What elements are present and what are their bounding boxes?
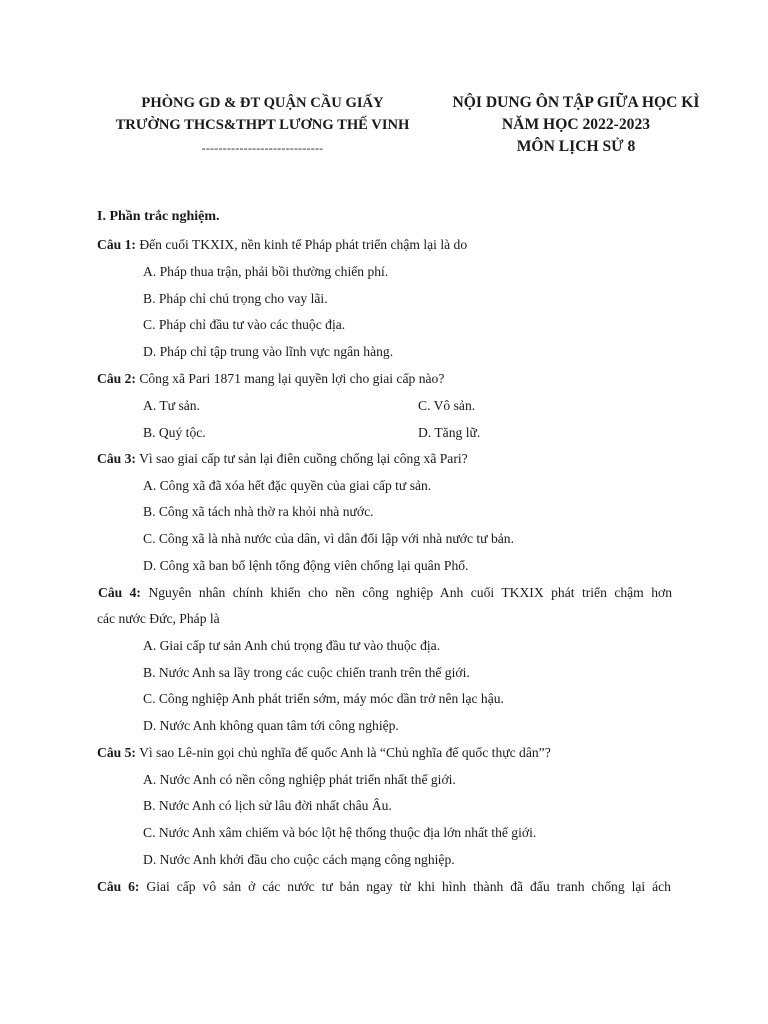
document-title-block: [440, 92, 712, 158]
question-4: [98, 585, 672, 601]
question-2: [97, 371, 444, 387]
school-year: NĂM HỌC 2022-2023: [501, 116, 651, 133]
question-text: Nguyên nhân chính khiến cho nền công nghiệp Anh cuối TKXIX phát triển chậm hơn: [148, 585, 672, 600]
question-text-continued: các nước Đức, Pháp là: [97, 611, 220, 626]
answer-option: C. Vô sản.: [418, 398, 476, 413]
answer-option: B. Nước Anh sa lầy trong các cuộc chiến tranh trên thế giới.: [143, 665, 470, 680]
question-text: Công xã Pari 1871 mang lại quyền lợi cho giai cấp nào?: [139, 371, 445, 386]
question-label: Câu 4:: [98, 585, 141, 600]
question-label: Câu 2:: [97, 371, 136, 386]
answer-option: C. Công nghiệp Anh phát triển sớm, máy móc dần trở nên lạc hậu.: [143, 691, 504, 706]
question-text: Vì sao Lê-nin gọi chủ nghĩa đế quốc Anh là “Chủ nghĩa đế quốc thực dân”?: [139, 745, 551, 760]
question-text: Giai cấp vô sản ở các nước tư bản ngay từ khi hình thành đã đấu tranh chống lại ách: [146, 879, 671, 894]
question-6: [97, 879, 671, 895]
answer-option: D. Công xã ban bố lệnh tổng động viên chống lại quân Phổ.: [143, 558, 469, 573]
answer-option: D. Pháp chỉ tập trung vào lĩnh vực ngân hàng.: [143, 344, 394, 359]
department-name: PHÒNG GD & ĐT QUẬN CẦU GIẤY: [141, 95, 384, 111]
answer-option: D. Nước Anh khởi đầu cho cuộc cách mạng công nghiệp.: [143, 852, 455, 867]
subject-name: MÔN LỊCH SỬ 8: [516, 138, 636, 155]
question-5: [97, 745, 551, 761]
question-1: [97, 237, 467, 253]
answer-option: C. Nước Anh xâm chiếm và bóc lột hệ thống thuộc địa lớn nhất thế giới.: [143, 825, 537, 840]
school-header: [90, 92, 435, 160]
question-label: Câu 5:: [97, 745, 136, 760]
answer-option: A. Công xã đã xóa hết đặc quyền của giai cấp tư sản.: [143, 478, 432, 493]
answer-option: D. Tăng lữ.: [418, 425, 481, 440]
answer-option: B. Công xã tách nhà thờ ra khỏi nhà nước.: [143, 504, 374, 519]
question-label: Câu 6:: [97, 879, 140, 894]
question-text: Đến cuối TKXIX, nền kinh tế Pháp phát triển chậm lại là do: [139, 237, 468, 252]
answer-option: A. Nước Anh có nền công nghiệp phát triển nhất thế giới.: [143, 772, 456, 787]
question-text: Vì sao giai cấp tư sản lại điên cuồng chống lại công xã Pari?: [139, 451, 468, 466]
answer-option: A. Pháp thua trận, phải bồi thường chiến phí.: [143, 264, 389, 279]
section-title: I. Phần trắc nghiệm.: [97, 209, 220, 224]
question-label: Câu 1:: [97, 237, 136, 252]
answer-option: C. Pháp chỉ đầu tư vào các thuộc địa.: [143, 317, 346, 332]
answer-option: A. Tư sản.: [143, 398, 200, 413]
answer-option: B. Nước Anh có lịch sử lâu đời nhất châu Âu.: [143, 798, 392, 813]
question-label: Câu 3:: [97, 451, 136, 466]
answer-option: B. Pháp chỉ chú trọng cho vay lãi.: [143, 291, 328, 306]
document-title: NỘI DUNG ÔN TẬP GIỮA HỌC KÌ: [452, 94, 700, 111]
answer-option: B. Quý tộc.: [143, 425, 206, 440]
school-name: TRƯỜNG THCS&THPT LƯƠNG THẾ VINH: [115, 117, 410, 133]
answer-option: D. Nước Anh không quan tâm tới công nghiệp.: [143, 718, 399, 733]
answer-option: A. Giai cấp tư sản Anh chú trọng đầu tư vào thuộc địa.: [143, 638, 441, 653]
header-divider: -----------------------------: [201, 141, 324, 155]
question-3: [97, 451, 468, 467]
answer-option: C. Công xã là nhà nước của dân, vì dân đối lập với nhà nước tư bản.: [143, 531, 514, 546]
